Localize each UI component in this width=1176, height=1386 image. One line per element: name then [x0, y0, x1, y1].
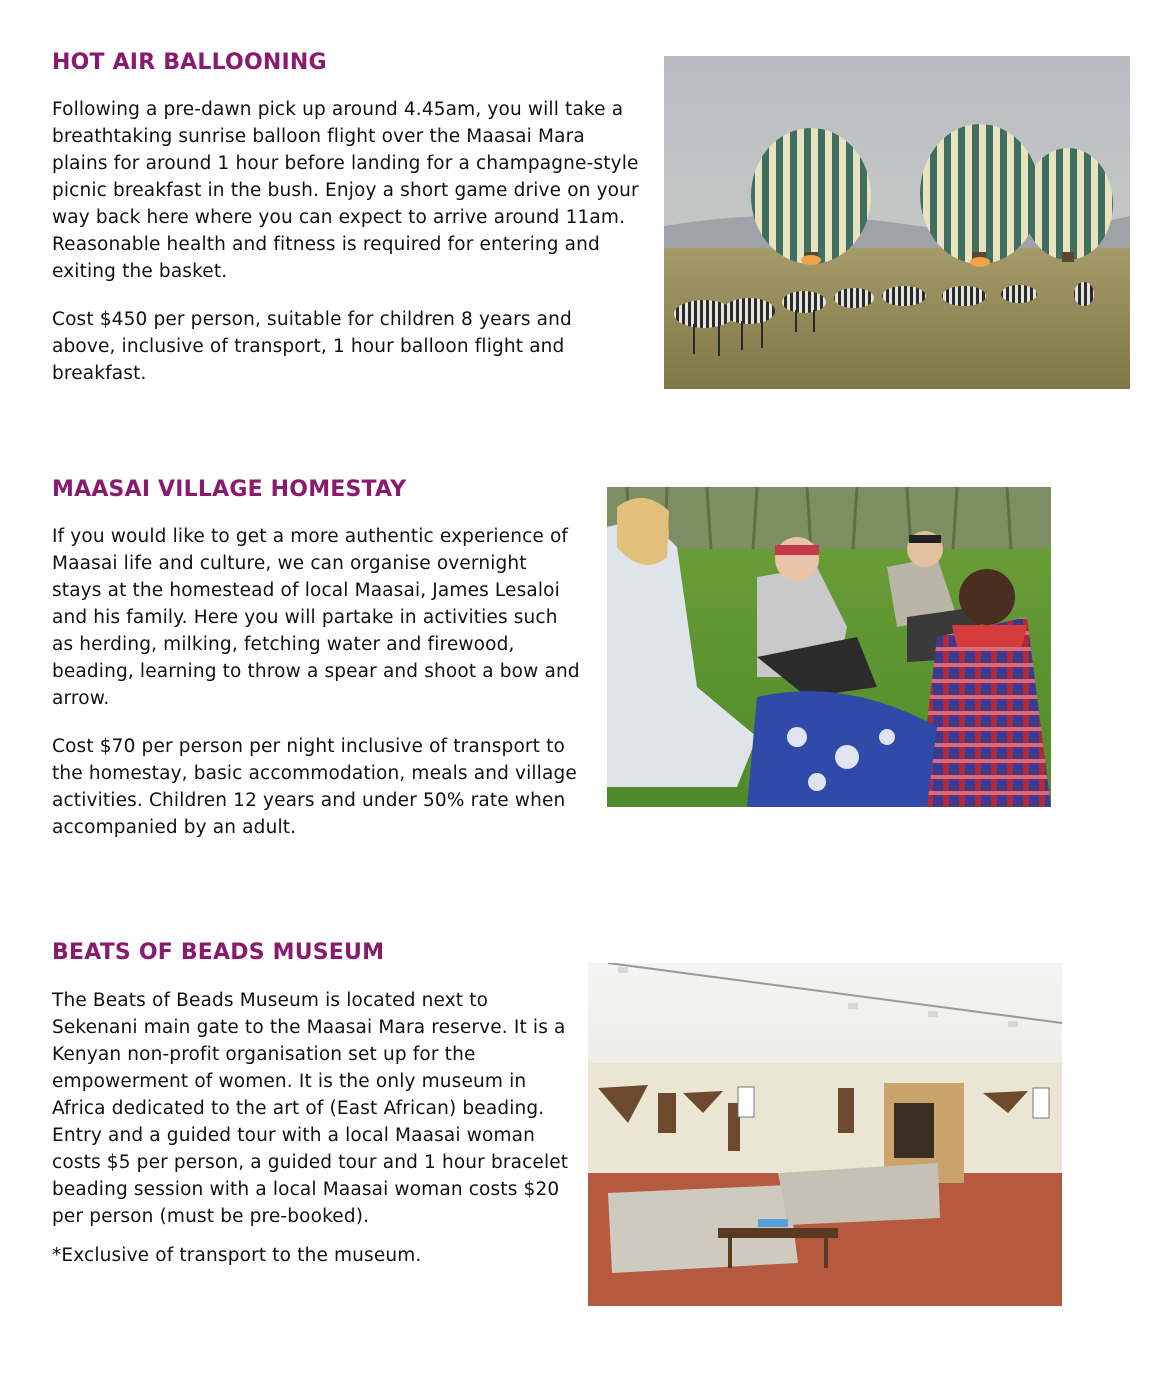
heading-maasai-village-homestay: MAASAI VILLAGE HOMESTAY — [52, 477, 407, 502]
hot-air-ballooning-description: Following a pre-dawn pick up around 4.45am, you will take a breathtaking sunrise balloon flight over the Maasai Mara plains for around 1 hour before landing for a champagne-style picnic breakfast in the bush. Enjoy a short game drive on your way back here where you can expect to arrive around 11am. Reasonable health and fitness is required for entering and exiting the basket. — [52, 99, 639, 282]
heading-hot-air-ballooning: HOT AIR BALLOONING — [52, 50, 327, 75]
maasai-homestay-cost: Cost $70 per person per night inclusive of transport to the homestay, basic accommodation, meals and village activities. Children 12 years and under 50% rate when accompanied by an adult. — [52, 736, 577, 838]
homestay-photo — [607, 487, 1051, 807]
museum-description: The Beats of Beads Museum is located next to Sekenani main gate to the Maasai Mara reserve. It is a Kenyan non-profit organisation set up for the empowerment of women. It is the only museum in Africa dedicated to the art of (East African) beading. Entry and a guided tour with a local Maasai woman costs $5 per person, a guided tour and 1 hour bracelet beading session with a local Maasai woman costs $20 per person (must be pre-booked). — [52, 990, 569, 1227]
museum-photo — [588, 963, 1062, 1306]
maasai-homestay-description: If you would like to get a more authentic experience of Maasai life and culture, we can organise overnight stays at the homestead of local Maasai, James Lesaloi and his family. Here you will partake in activities such as herding, milking, fetching water and firewood, beading, learning to throw a spear and shoot a bow and arrow. — [52, 526, 580, 709]
hot-air-ballooning-cost: Cost $450 per person, suitable for children 8 years and above, inclusive of transport, 1 hour balloon flight and breakfast. — [52, 309, 572, 384]
hot-air-balloons-photo — [664, 56, 1130, 389]
museum-transport-note: *Exclusive of transport to the museum. — [52, 1245, 422, 1266]
heading-beats-of-beads-museum: BEATS OF BEADS MUSEUM — [52, 940, 385, 965]
